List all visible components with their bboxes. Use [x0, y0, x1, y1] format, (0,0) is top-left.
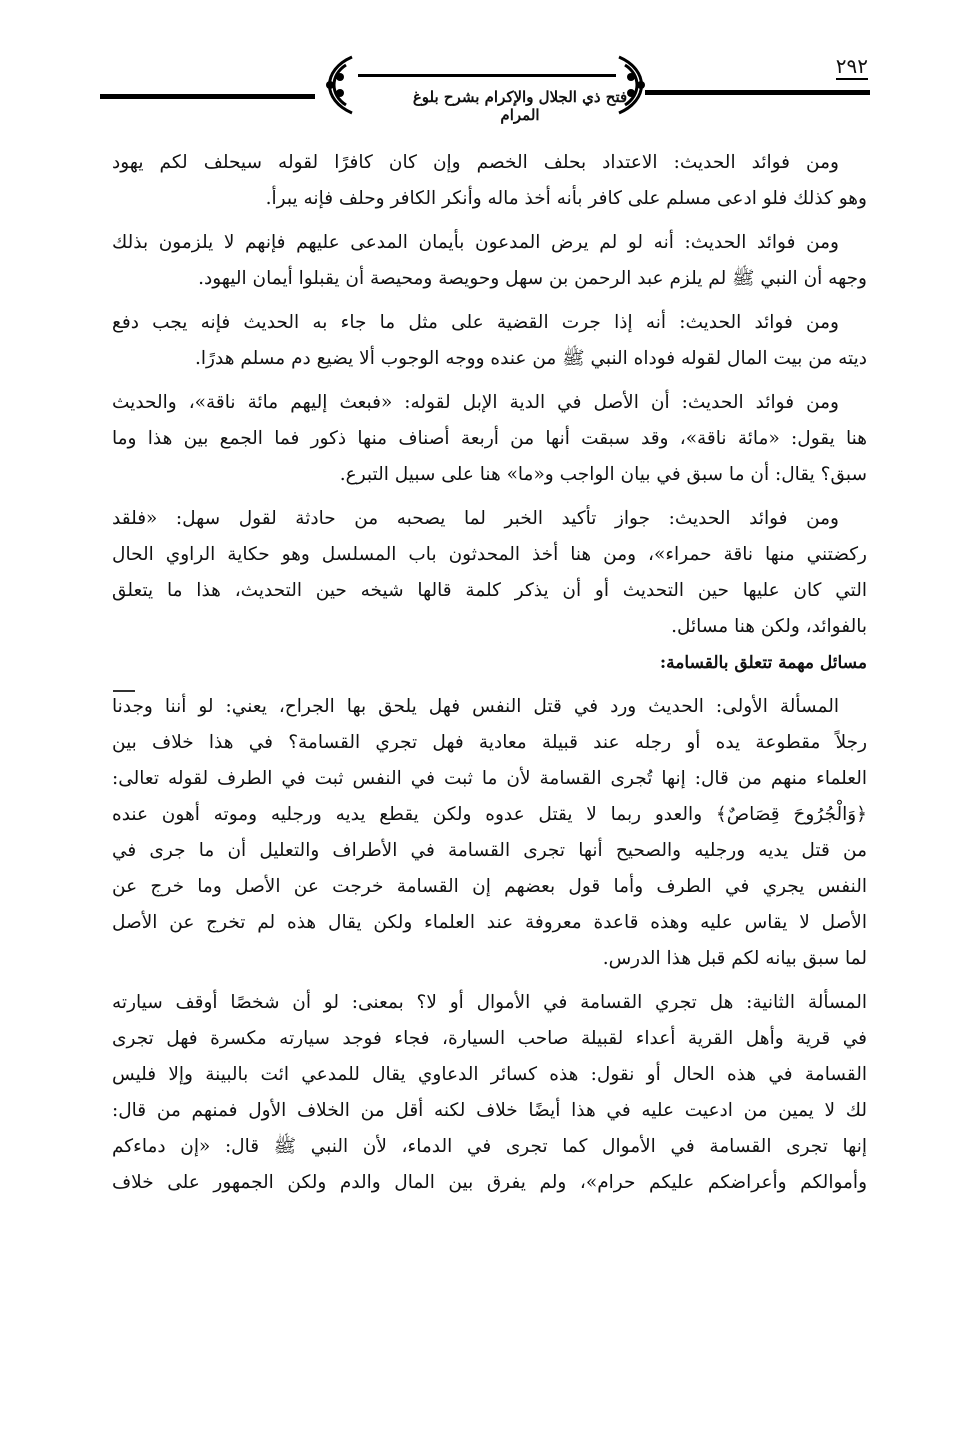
- page-body: [112, 145, 867, 1201]
- text-line: لك لا يمين من ادعيت عليه في هذا أيضًا خلاف لكنه أقل من الخلاف الأول فمنهم من قال:: [112, 1100, 867, 1121]
- text-line: الأصل لا يقاس عليه وهذه قاعدة معروفة عند العلماء ولكن يقال هذه لم تخرج عن الأصل: [112, 912, 867, 933]
- text-line: ومن فوائد الحديث: الاعتداد بحلف الخصم وإن كان كافرًا لقوله سيحلف لكم يهود: [112, 152, 839, 173]
- text-line: لما سبق بيانه لكم قبل هذا الدرس.: [602, 948, 867, 969]
- running-title: فتح ذي الجلال والإكرام بشرح بلوغ المرام: [412, 88, 628, 124]
- page-number: ٢٩٢: [835, 54, 868, 78]
- text-line: في قرية وأهل القرية أعداء لقبيلة صاحب السيارة، فجاء فوجد سيارته مكسرة فهل تجرى: [112, 1028, 867, 1049]
- text-line: المسألة الأولى: الحديث ورد في قتل النفس فهل يلحق بها الجراح، يعني: لو أننا وجدنا: [112, 696, 839, 717]
- text-line: المسألة الثانية: هل تجري القسامة في الأموال أو لا؟ بمعنى: لو أن شخصًا أوقف سيارته: [112, 992, 867, 1013]
- header-rule-left: [100, 94, 315, 99]
- text-line: النفس يجري في الطرف وأما قول بعضهم إن القسامة خرجت عن الأصل وما خرج عن: [112, 876, 867, 897]
- header-rule-top: [358, 74, 616, 77]
- text-line: العلماء منهم من قال: إنها تُجرى القسامة لأن ما ثبت في النفس ثبت في الطرف لقوله تعالى:: [112, 768, 867, 789]
- text-line: القسامة في هذه الحال أو نقول: هذه كسائر الدعاوي يقال للمدعي ائت بالبينة وإلا فليس: [112, 1064, 867, 1085]
- page-header: [100, 50, 870, 124]
- text-line: وهو كذلك فلو ادعى مسلم على كافر بأنه أخذ ماله وأنكر الكافر وحلف فإنه يبرأ.: [265, 188, 867, 209]
- text-line: ومن فوائد الحديث: أن الأصل في الدية الإبل لقوله: «فبعث إليهم مائة ناقة»، والحديث: [112, 392, 839, 413]
- header-rule-right: [645, 90, 870, 95]
- text-line: ديته من بيت المال لقوله فوداه النبي ﷺ من عنده ووجه الوجوب ألا يضيع دم مسلم هدرًا.: [195, 348, 867, 369]
- text-line: ومن فوائد الحديث: أنه إذا جرت القضية على مثل ما جاء به الحديث فإنه يجب دفع: [112, 312, 839, 333]
- text-line: ﴿وَالْجُرُوحَ قِصَاصٌ﴾ والعدو ربما لا يقتل عدوه ولكن يقطع يديه ورجليه وموته أهون عنده: [112, 804, 867, 825]
- text-line: وجهه أن النبي ﷺ لم يلزم عبد الرحمن بن سهل وحويصة ومحيصة أن يقبلوا أيمان اليهود.: [198, 268, 867, 289]
- text-line: هنا يقول: «مائة ناقة»، وقد سبقت أنها من أربعة أصناف منها ذكور فما الجمع بين هذا وما: [112, 428, 867, 449]
- section-heading: مسائل مهمة تتعلق بالقسامة:: [659, 653, 867, 673]
- text-line: ركضتني منها ناقة حمراء»، ومن هنا أخذ المحدثون باب المسلسل وهو حكاية الراوي الحال: [112, 544, 867, 565]
- text-line: ومن فوائد الحديث: جواز تأكيد الخبر لما يصحبه من حادثة لقول سهل: «فلقد: [112, 508, 839, 529]
- text-line: التي كان عليها حين التحديث أو أن يذكر كلمة قالها شيخه حين التحديث، هذا ما يتعلق: [112, 580, 867, 601]
- text-line: ومن فوائد الحديث: أنه لو لم يرض المدعون بأيمان المدعى عليهم فإنهم لا يلزمون بذلك: [112, 232, 839, 253]
- text-line: وأموالكم وأعراضكم عليكم حرام»، ولم يفرق بين المال والدم ولكن الجمهور على خلاف: [112, 1172, 867, 1193]
- text-line: من قتل يديه ورجليه والصحيح أنها تجرى القسامة في الأطراف والتعليل أن ما جرى في: [112, 840, 867, 861]
- text-line: سبق؟ يقال: أن ما سبق في بيان الواجب و«ما» هنا على سبيل التبرع.: [339, 464, 867, 485]
- text-line: إنها تجرى القسامة في الأموال كما تجرى في الدماء، لأن النبي ﷺ قال: «إن دماءكم: [112, 1136, 867, 1157]
- text-line: بالفوائد، ولكن هنا مسائل.: [671, 616, 867, 637]
- ornament-icon: [312, 55, 356, 115]
- text-line: رجلاً مقطوعة يده أو رجله عند قبيلة معادية فهل تجري القسامة؟ في هذا خلاف بين: [112, 732, 867, 753]
